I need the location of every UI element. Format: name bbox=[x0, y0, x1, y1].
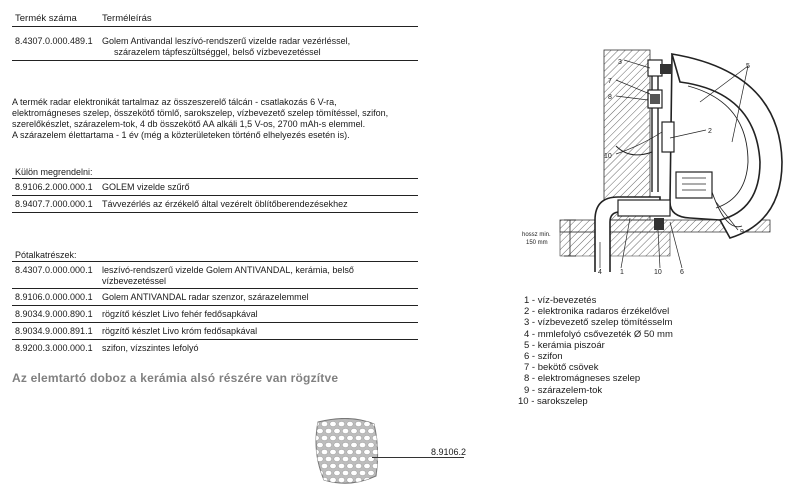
product-code: 8.4307.0.000.489.1 bbox=[15, 36, 93, 46]
callout-2: 2 bbox=[708, 128, 712, 135]
filter-hole bbox=[321, 435, 327, 440]
part-desc: Távvezérlés az érzékelő által vezérelt öblítőberendezésekhez bbox=[102, 199, 348, 209]
part-code: 8.9106.2.000.000.1 bbox=[15, 182, 93, 192]
filter-hole bbox=[347, 435, 353, 440]
filter-hole bbox=[351, 456, 357, 461]
filter-hole bbox=[372, 435, 378, 440]
filter-hole bbox=[330, 435, 336, 440]
callout-10: 10 bbox=[604, 153, 612, 160]
description-line: A szárazelem élettartama - 1 év (még a közterületeken történő elhelyezés esetén is). bbox=[12, 130, 350, 140]
part-desc: leszívó-rendszerű vizelde Golem ANTIVANDAL, kerámia, belső bbox=[102, 265, 354, 275]
filter-hole bbox=[351, 470, 357, 475]
legend-item: 7 - bekötő csövek bbox=[524, 362, 599, 374]
filter-hole bbox=[351, 428, 357, 433]
urinal-filter-illustration bbox=[310, 418, 390, 484]
callout-10b: 10 bbox=[654, 269, 662, 276]
part-code: 8.9200.3.000.000.1 bbox=[15, 343, 93, 353]
callout-1: 1 bbox=[620, 269, 624, 276]
filter-hole bbox=[355, 435, 361, 440]
callout-9: 9 bbox=[740, 229, 744, 236]
filter-hole bbox=[317, 428, 323, 433]
legend-item: 5 - kerámia piszoár bbox=[524, 339, 605, 351]
filter-hole bbox=[321, 449, 327, 454]
filter-hole bbox=[338, 449, 344, 454]
legend-item: 1 - víz-bevezetés bbox=[524, 295, 597, 306]
part-desc: vízbevezetéssel bbox=[102, 276, 167, 286]
filter-hole bbox=[359, 428, 365, 433]
callout-6: 6 bbox=[680, 269, 684, 276]
filter-hole bbox=[330, 449, 336, 454]
filter-hole bbox=[313, 421, 319, 426]
table-rule bbox=[12, 26, 418, 27]
filter-hole bbox=[376, 470, 382, 475]
filter-hole bbox=[351, 442, 357, 447]
filter-hole bbox=[338, 435, 344, 440]
filter-hole bbox=[338, 421, 344, 426]
part-code: 8.9034.9.000.891.1 bbox=[15, 326, 93, 336]
callout-3: 3 bbox=[618, 59, 622, 66]
legend-item: 8 - elektromágneses szelep bbox=[524, 373, 641, 385]
legend-item: 3 - vízbevezető szelep tömítésselm bbox=[524, 317, 673, 329]
height-label-line2: 150 mm bbox=[526, 240, 548, 246]
part-code: 8.9034.9.000.890.1 bbox=[15, 309, 93, 319]
filter-hole bbox=[317, 470, 323, 475]
callout-7: 7 bbox=[608, 78, 612, 85]
filter-hole bbox=[347, 463, 353, 468]
part-code: 8.9407.7.000.000.1 bbox=[15, 199, 93, 209]
legend-item: 2 - elektronika radaros érzékelővel bbox=[524, 306, 670, 318]
separate-order-title: Külön megrendelni: bbox=[15, 167, 93, 177]
filter-hole bbox=[342, 442, 348, 447]
table-rule bbox=[12, 60, 418, 61]
callout-4: 4 bbox=[598, 269, 602, 276]
table-rule bbox=[12, 322, 418, 323]
filter-hole bbox=[372, 421, 378, 426]
callout-8: 8 bbox=[608, 94, 612, 101]
filter-hole bbox=[338, 463, 344, 468]
part-desc: rögzítő készlet Livo fehér fedősapkával bbox=[102, 309, 258, 319]
filter-hole bbox=[347, 449, 353, 454]
height-label-line1: hossz min. bbox=[522, 232, 551, 238]
filter-hole bbox=[321, 421, 327, 426]
filter-hole bbox=[355, 463, 361, 468]
filter-hole bbox=[368, 428, 374, 433]
mounting-note: Az elemtartó doboz a kerámia alsó részére van rögzítve bbox=[12, 371, 339, 385]
filter-hole bbox=[317, 442, 323, 447]
filter-hole bbox=[355, 449, 361, 454]
filter-hole bbox=[359, 470, 365, 475]
table-rule bbox=[12, 195, 418, 196]
callout-5: 5 bbox=[746, 63, 750, 70]
part-code: 8.9106.0.000.000.1 bbox=[15, 292, 93, 302]
filter-hole bbox=[334, 428, 340, 433]
filter-hole bbox=[342, 428, 348, 433]
filter-hole bbox=[325, 442, 331, 447]
legend-item: 6 - szifon bbox=[524, 351, 563, 363]
filter-hole bbox=[321, 477, 327, 482]
filter-hole bbox=[325, 470, 331, 475]
legend-item: 9 - szárazelem-tok bbox=[524, 384, 603, 396]
product-desc-line2: szárazelem tápfeszültséggel, belső vízbevezetéssel bbox=[114, 47, 321, 57]
filter-hole bbox=[359, 456, 365, 461]
filter-hole bbox=[330, 421, 336, 426]
filter-hole bbox=[342, 456, 348, 461]
filter-hole bbox=[347, 421, 353, 426]
part-desc: szifon, vízszintes lefolyó bbox=[102, 343, 199, 353]
part-code: 8.4307.0.000.000.1 bbox=[15, 265, 93, 275]
filter-hole bbox=[372, 477, 378, 482]
filter-hole bbox=[368, 470, 374, 475]
filter-hole bbox=[359, 442, 365, 447]
filter-hole bbox=[334, 442, 340, 447]
filter-hole bbox=[330, 463, 336, 468]
filter-hole bbox=[338, 477, 344, 482]
col-header-description: Terméleírás bbox=[102, 13, 152, 24]
spare-parts-title: Pótalkatrészek: bbox=[15, 250, 77, 260]
filter-hole bbox=[325, 428, 331, 433]
filter-hole bbox=[364, 435, 370, 440]
filter-hole bbox=[368, 442, 374, 447]
filter-hole bbox=[364, 463, 370, 468]
table-rule bbox=[12, 261, 418, 262]
description-line: szerelőkészlet, szárazelem-tok, 4 db összekötő AA alkáli 1,5 V-os, 2700 mAh-s elemmel. bbox=[12, 119, 366, 129]
table-rule bbox=[12, 339, 418, 340]
table-rule bbox=[12, 178, 418, 179]
filter-hole bbox=[355, 421, 361, 426]
filter-hole bbox=[342, 470, 348, 475]
urinal-installation-diagram bbox=[520, 42, 790, 292]
filter-hole bbox=[334, 456, 340, 461]
filter-hole bbox=[321, 463, 327, 468]
description-line: elektromágneses szelep, összekötő tömlő, sarokszelep, vízbevezető szelep tömítéssel, szifon, bbox=[12, 108, 389, 118]
filter-hole bbox=[347, 477, 353, 482]
part-desc: Golem ANTIVANDAL radar szenzor, szárazelemmel bbox=[102, 292, 309, 302]
product-desc-line1: Golem Antivandal leszívó-rendszerű vizelde radar vezérléssel, bbox=[102, 36, 351, 46]
legend-item: 4 - mmlefolyó csővezeték Ø 50 mm bbox=[524, 328, 673, 340]
part-desc: GOLEM vizelde szűrő bbox=[102, 182, 190, 192]
table-rule bbox=[12, 288, 418, 289]
col-header-code: Termék száma bbox=[15, 13, 77, 24]
table-rule bbox=[12, 212, 418, 213]
filter-hole bbox=[364, 449, 370, 454]
description-line: A termék radar elektronikát tartalmaz az összeszerelő tálcán - csatlakozás 6 V-ra, bbox=[12, 97, 337, 107]
product-description bbox=[12, 97, 418, 141]
table-rule bbox=[12, 305, 418, 306]
filter-code-label: 8.9106.2 bbox=[431, 447, 467, 457]
filter-hole bbox=[376, 428, 382, 433]
diagram-legend bbox=[518, 295, 673, 407]
filter-hole bbox=[313, 477, 319, 482]
filter-hole bbox=[325, 456, 331, 461]
part-desc: rögzítő készlet Livo króm fedősapkával bbox=[102, 326, 258, 336]
filter-hole bbox=[334, 470, 340, 475]
legend-item: 10 - sarokszelep bbox=[518, 395, 588, 407]
